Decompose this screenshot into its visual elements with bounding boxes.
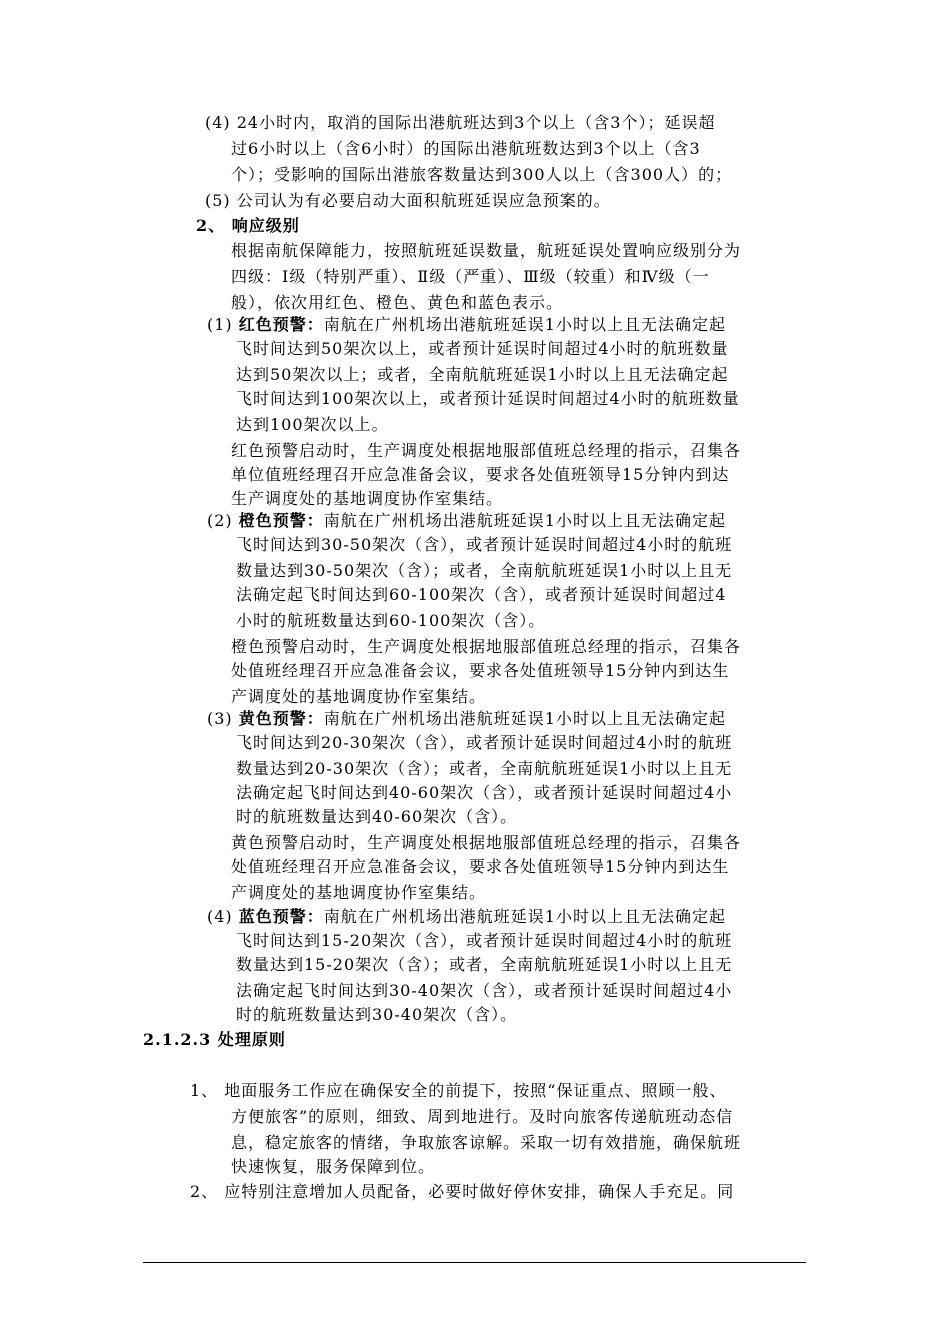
text-line xyxy=(207,313,726,337)
text-line xyxy=(236,781,732,805)
text-segment: 橙色预警启动时，生产调度处根据地服部值班总经理的指示，召集各 xyxy=(231,637,742,656)
text-line xyxy=(236,757,732,781)
bold-text: 2.1.2.3 处理原则 xyxy=(143,1030,286,1049)
text-segment: 数量达到20-30架次（含）；或者，全南航航班延误1小时以上且无 xyxy=(236,759,733,778)
text-segment: 个）；受影响的国际出港旅客数量达到300人以上（含300人）的； xyxy=(231,165,733,184)
text-segment: (5) 公司认为有必要启动大面积航班延误应急预案的。 xyxy=(205,191,611,210)
text-line xyxy=(205,189,611,213)
text-segment: 飞时间达到50架次以上，或者预计延误时间超过4小时的航班数量 xyxy=(236,339,729,358)
text-segment: 时的航班数量达到30-40架次（含）。 xyxy=(236,1005,518,1024)
text-segment: 处值班经理召开应急准备会议，要求各处值班领导15分钟内到达生 xyxy=(231,857,730,876)
bold-text: 黄色预警： xyxy=(238,709,324,728)
text-line xyxy=(236,731,732,755)
text-segment: 达到50架次以上；或者，全南航航班延误1小时以上且无法确定起 xyxy=(236,365,729,384)
text-line xyxy=(236,979,732,1003)
text-segment: 般），依次用红色、橙色、黄色和蓝色表示。 xyxy=(231,293,564,312)
text-segment: 飞时间达到20-30架次（含），或者预计延误时间超过4小时的航班 xyxy=(236,733,733,752)
text-line xyxy=(236,929,732,953)
text-line xyxy=(207,905,726,929)
text-segment: 单位值班经理召开应急准备会议，要求各处值班领导15分钟内到达 xyxy=(231,465,730,484)
text-segment: 2、 应特别注意增加人员配备，必要时做好停休安排，确保人手充足。同 xyxy=(190,1182,735,1201)
text-line xyxy=(231,881,486,905)
text-line xyxy=(236,583,727,607)
text-segment: 法确定起飞时间达到40-60架次（含），或者预计延误时间超过4小 xyxy=(236,783,733,802)
text-segment: 时的航班数量达到40-60架次（含）。 xyxy=(236,807,518,826)
text-segment: 黄色预警启动时，生产调度处根据地服部值班总经理的指示，召集各 xyxy=(231,833,742,852)
text-segment: (4) 24小时内，取消的国际出港航班达到3个以上（含3个）；延误超 xyxy=(205,113,716,132)
text-line xyxy=(231,1155,435,1179)
text-line xyxy=(143,1028,286,1052)
text-line xyxy=(231,1105,733,1129)
text-segment: 数量达到30-50架次（含）；或者，全南航航班延误1小时以上且无 xyxy=(236,561,733,580)
text-line xyxy=(231,291,563,315)
text-line xyxy=(236,805,517,829)
text-segment: 法确定起飞时间达到30-40架次（含），或者预计延误时间超过4小 xyxy=(236,981,733,1000)
text-segment: 飞时间达到30-50架次（含），或者预计延误时间超过4小时的航班 xyxy=(236,535,733,554)
text-segment: 快速恢复，服务保障到位。 xyxy=(231,1157,436,1176)
text-line xyxy=(205,111,715,135)
text-line xyxy=(207,509,726,533)
text-line xyxy=(236,1003,517,1027)
text-segment: 数量达到15-20架次（含）；或者，全南航航班延误1小时以上且无 xyxy=(236,955,733,974)
text-line xyxy=(231,831,741,855)
bold-text: 蓝色预警： xyxy=(238,907,324,926)
text-segment: 方便旅客”的原则，细致、周到地进行。及时向旅客传递航班动态信 xyxy=(231,1107,734,1126)
text-line xyxy=(231,1131,741,1155)
text-segment: (4) xyxy=(207,907,239,926)
text-segment: 过6小时以上（含6小时）的国际出港航班数达到3个以上（含3 xyxy=(231,139,701,158)
text-segment: 法确定起飞时间达到60-100架次（含），或者预计延误时间超过4 xyxy=(236,585,727,604)
text-line xyxy=(231,265,710,289)
text-segment: (3) xyxy=(207,709,239,728)
text-segment: (2) xyxy=(207,511,239,530)
text-line xyxy=(196,214,300,238)
text-segment: 息，稳定旅客的情绪，争取旅客谅解。采取一切有效措施，确保航班 xyxy=(231,1133,742,1152)
text-segment: 处值班经理召开应急准备会议，要求各处值班领导15分钟内到达生 xyxy=(231,661,730,680)
text-line xyxy=(236,559,732,583)
text-line xyxy=(236,363,729,387)
bold-text: 红色预警： xyxy=(238,315,324,334)
text-line xyxy=(231,163,732,187)
footer-rule xyxy=(143,1262,806,1263)
text-segment: 根据南航保障能力，按照航班延误数量，航班延误处置响应级别分为 xyxy=(231,241,742,260)
text-segment: 南航在广州机场出港航班延误1小时以上且无法确定起 xyxy=(323,315,726,334)
text-segment: (1) xyxy=(207,315,239,334)
text-segment: 生产调度处的基地调度协作室集结。 xyxy=(231,489,504,508)
text-segment: 达到100架次以上。 xyxy=(236,415,389,434)
text-line xyxy=(231,635,741,659)
text-segment: 四级：Ⅰ级（特别严重）、Ⅱ级（严重）、Ⅲ级（较重）和Ⅳ级（一 xyxy=(231,267,710,286)
text-segment: 飞时间达到15-20架次（含），或者预计延误时间超过4小时的航班 xyxy=(236,931,733,950)
text-segment: 南航在广州机场出港航班延误1小时以上且无法确定起 xyxy=(323,511,726,530)
text-segment: 飞时间达到100架次以上，或者预计延误时间超过4小时的航班数量 xyxy=(236,389,740,408)
text-line xyxy=(231,239,741,263)
text-line xyxy=(231,487,503,511)
text-segment: 产调度处的基地调度协作室集结。 xyxy=(231,883,487,902)
bold-text: 2、 响应级别 xyxy=(196,216,300,235)
text-segment: 产调度处的基地调度协作室集结。 xyxy=(231,687,487,706)
text-line xyxy=(231,685,486,709)
text-line xyxy=(190,1079,726,1103)
text-segment: 红色预警启动时，生产调度处根据地服部值班总经理的指示，召集各 xyxy=(231,441,742,460)
text-line xyxy=(236,337,729,361)
text-line xyxy=(190,1180,734,1204)
bold-text: 橙色预警： xyxy=(238,511,324,530)
text-line xyxy=(236,413,389,437)
text-line xyxy=(231,855,729,879)
text-line xyxy=(207,707,726,731)
text-line xyxy=(231,463,729,487)
text-segment: 小时的航班数量达到60-100架次（含）。 xyxy=(236,611,546,630)
text-line xyxy=(231,439,741,463)
text-line xyxy=(236,387,740,411)
text-segment: 南航在广州机场出港航班延误1小时以上且无法确定起 xyxy=(323,907,726,926)
text-line xyxy=(236,533,732,557)
text-line xyxy=(231,659,729,683)
text-line xyxy=(236,953,732,977)
text-segment: 1、 地面服务工作应在确保安全的前提下，按照“保证重点、照顾一般、 xyxy=(190,1081,727,1100)
text-segment: 南航在广州机场出港航班延误1小时以上且无法确定起 xyxy=(323,709,726,728)
text-line xyxy=(231,137,701,161)
text-line xyxy=(236,609,545,633)
